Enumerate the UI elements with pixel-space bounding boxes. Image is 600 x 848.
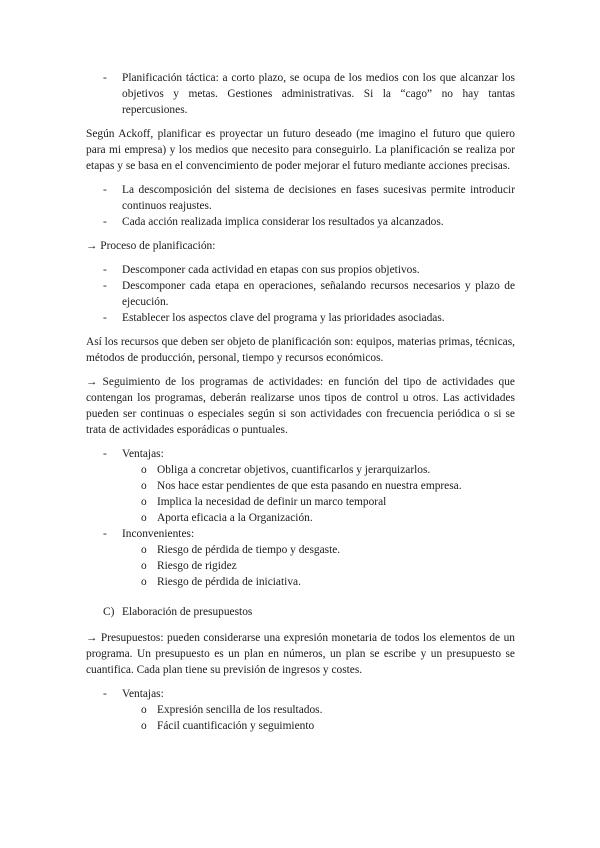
- sub-list-item-text: Fácil cuantificación y seguimiento: [157, 720, 315, 732]
- sub-list-item: [86, 718, 515, 734]
- sub-list-item: [86, 494, 515, 510]
- list-item-text: La descomposición del sistema de decisiones en fases sucesivas permite introducir continuos reajustes.: [122, 184, 515, 212]
- sub-list-item-text: Aporta eficacia a la Organización.: [157, 512, 313, 524]
- proceso-heading: → Proceso de planificación:: [86, 240, 216, 252]
- dash-marker: -: [103, 184, 107, 196]
- list-item-label: Ventajas:: [122, 448, 164, 460]
- dash-marker: -: [103, 216, 107, 228]
- circle-marker: o: [141, 560, 147, 572]
- section-title: Elaboración de presupuestos: [122, 606, 253, 618]
- sub-list-item: [86, 462, 515, 478]
- list-item-ventajas: [86, 446, 515, 462]
- sub-list-item-text: Obliga a concretar objetivos, cuantificarlos y jerarquizarlos.: [157, 464, 431, 476]
- list-item-text: Descomponer cada etapa en operaciones, señalando recursos necesarios y plazo de ejecución.: [122, 280, 515, 308]
- list-item: [86, 310, 515, 326]
- dash-marker: -: [103, 264, 107, 276]
- list-item-inconvenientes: [86, 526, 515, 542]
- dash-marker: -: [103, 448, 107, 460]
- circle-marker: o: [141, 512, 147, 524]
- list-item-text: Descomponer cada actividad en etapas con sus propios objetivos.: [122, 264, 420, 276]
- list-item-text: Planificación táctica: a corto plazo, se ocupa de los medios con los que alcanzar los objetivos y metas. Gestiones administrativas. Si la “cago” no hay tantas repercusiones.: [122, 72, 515, 116]
- circle-marker: o: [141, 496, 147, 508]
- circle-marker: o: [141, 544, 147, 556]
- sub-list-item: [86, 478, 515, 494]
- list-item-text: Cada acción realizada implica considerar los resultados ya alcanzados.: [122, 216, 444, 228]
- circle-marker: o: [141, 704, 147, 716]
- sub-list-item: [86, 702, 515, 718]
- circle-marker: o: [141, 720, 147, 732]
- sub-list-item: [86, 558, 515, 574]
- circle-marker: o: [141, 464, 147, 476]
- list-item: [86, 182, 515, 214]
- sub-list-item: [86, 510, 515, 526]
- sub-list-item-text: Expresión sencilla de los resultados.: [157, 704, 323, 716]
- sub-list-item: [86, 574, 515, 590]
- dash-marker: -: [103, 312, 107, 324]
- list-item-ventajas: [86, 686, 515, 702]
- paragraph-presupuestos: → Presupuestos: pueden considerarse una expresión monetaria de todos los elementos de un programa. Un presupuesto es un plan en números, un plan se escribe y un presupuesto se cuantifica. Cada plan tiene su previsión de ingresos y costes.: [86, 632, 515, 676]
- sub-list-item: [86, 542, 515, 558]
- dash-marker: -: [103, 280, 107, 292]
- circle-marker: o: [141, 576, 147, 588]
- paragraph-recursos: Así los recursos que deben ser objeto de planificación son: equipos, materias primas, técnicas, métodos de producción, personal, tiempo y recursos económicos.: [86, 336, 515, 364]
- dash-marker: -: [103, 72, 107, 84]
- list-item-label: Inconvenientes:: [122, 528, 195, 540]
- dash-marker: -: [103, 528, 107, 540]
- circle-marker: o: [141, 480, 147, 492]
- list-item: [86, 278, 515, 310]
- sub-list-item-text: Nos hace estar pendientes de que esta pasando en nuestra empresa.: [157, 480, 462, 492]
- document-page: [86, 70, 515, 734]
- paragraph-ackoff: Según Ackoff, planificar es proyectar un futuro deseado (me imagino el futuro que quiero para mi empresa) y los medios que necesito para conseguirlo. La planificación se realiza por etapas y se basa en el convencimiento de poder mejorar el futuro mediante acciones precisas.: [86, 128, 515, 172]
- dash-marker: -: [103, 688, 107, 700]
- sub-list-item-text: Riesgo de pérdida de tiempo y desgaste.: [157, 544, 341, 556]
- paragraph-seguimiento: → Seguimiento de los programas de actividades: en función del tipo de actividades que contengan los programas, deberán realizarse unos tipos de control u otros. Las actividades pueden ser continuas o especiales según si son actividades con frecuencia periódica o si se trata de actividades esporádicas o puntuales.: [86, 376, 515, 436]
- sub-list-item-text: Riesgo de rigidez: [157, 560, 237, 572]
- list-item: [86, 214, 515, 230]
- sub-list-item-text: Implica la necesidad de definir un marco temporal: [157, 496, 387, 508]
- section-marker: C): [103, 606, 115, 618]
- sub-list-item-text: Riesgo de pérdida de iniciativa.: [157, 576, 301, 588]
- list-item: [86, 70, 515, 118]
- list-item-text: Establecer los aspectos clave del programa y las prioridades asociadas.: [122, 312, 445, 324]
- list-item: [86, 262, 515, 278]
- list-item-label: Ventajas:: [122, 688, 164, 700]
- section-heading: [86, 604, 515, 620]
